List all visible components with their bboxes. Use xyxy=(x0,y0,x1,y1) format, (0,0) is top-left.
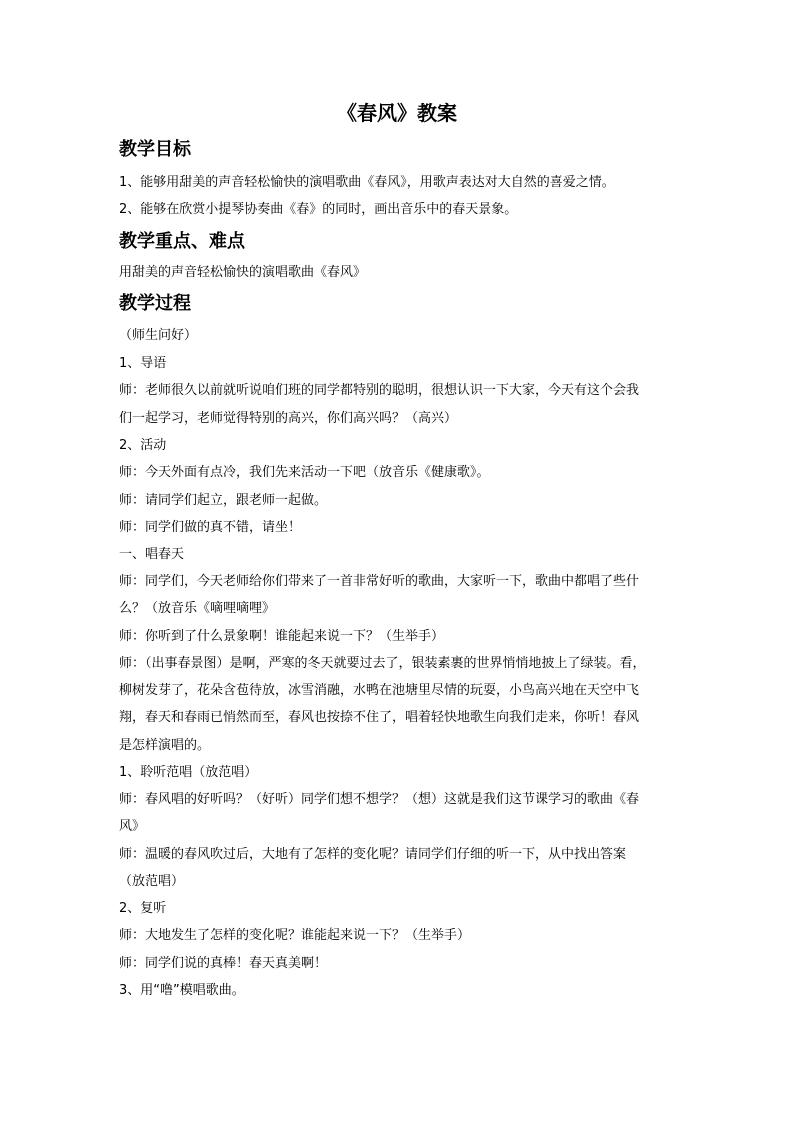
process-line: （师生问好） xyxy=(119,328,198,343)
process-line: 师：今天外面有点冷，我们先来活动一下吧（放音乐《健康歌》。 xyxy=(119,465,490,480)
process-line: 1、导语 xyxy=(119,356,167,371)
process-line: 师：大地发生了怎样的变化呢？谁能起来说一下？（生举手） xyxy=(119,928,471,943)
process-line: 们一起学习，老师觉得特别的高兴，你们高兴吗？（高兴） xyxy=(119,411,458,426)
process-line: 师：温暖的春风吹过后，大地有了怎样的变化呢？请同学们仔细的听一下，从中找出答案 xyxy=(119,847,627,862)
process-line: （放范唱） xyxy=(119,874,185,889)
process-line: 翔，春天和春雨已悄然而至，春风也按捺不住了，唱着轻快地歌生向我们走来，你听！春风 xyxy=(119,710,640,725)
process-line: 师：春风唱的好听吗？（好听）同学们想不想学？（想）这就是我们这节课学习的歌曲《春 xyxy=(119,792,640,807)
heading-key-points: 教学重点、难点 xyxy=(119,231,245,252)
process-line: 1、聆听范唱（放范唱） xyxy=(119,765,258,780)
process-line: 师：同学们说的真棒！春天真美啊！ xyxy=(119,956,328,971)
heading-objectives: 教学目标 xyxy=(119,139,191,160)
process-line: 2、复听 xyxy=(119,901,167,916)
process-line: 师：老师很久以前就听说咱们班的同学都特别的聪明，很想认识一下大家，今天有这个会我 xyxy=(119,383,640,398)
objective-item-2: 2、能够在欣赏小提琴协奏曲《春》的同时，画出音乐中的春天景象。 xyxy=(119,202,518,217)
process-line: 师：你听到了什么景象啊！谁能起来说一下？（生举手） xyxy=(119,629,445,644)
process-line: 3、用“噜”模唱歌曲。 xyxy=(119,983,245,998)
process-line: 2、活动 xyxy=(119,438,167,453)
heading-process: 教学过程 xyxy=(119,293,191,314)
process-line: 师：同学们，今天老师给你们带来了一首非常好听的歌曲，大家听一下，歌曲中都唱了些什 xyxy=(119,574,640,589)
document-title: 《春风》教案 xyxy=(337,101,457,125)
process-line: 风》 xyxy=(119,819,146,834)
process-line: 一、唱春天 xyxy=(119,547,185,562)
process-line: 师：请同学们起立，跟老师一起做。 xyxy=(119,493,328,508)
key-points-text: 用甜美的声音轻松愉快的演唱歌曲《春风》 xyxy=(119,265,367,280)
process-line: 柳树发芽了，花朵含苞待放，冰雪消融，水鸭在池塘里尽情的玩耍，小鸟高兴地在天空中飞 xyxy=(119,683,640,698)
process-line: 师：（出事春景图）是啊，严寒的冬天就要过去了，银装素裹的世界悄悄地披上了绿装。看， xyxy=(119,656,646,671)
process-line: 么？（放音乐《嘀哩嘀哩》 xyxy=(119,601,276,616)
objective-item-1: 1、能够用甜美的声音轻松愉快的演唱歌曲《春风》，用歌声表达对大自然的喜爱之情。 xyxy=(119,175,615,190)
process-line: 师：同学们做的真不错，请坐！ xyxy=(119,520,302,535)
process-line: 是怎样演唱的。 xyxy=(119,738,211,753)
